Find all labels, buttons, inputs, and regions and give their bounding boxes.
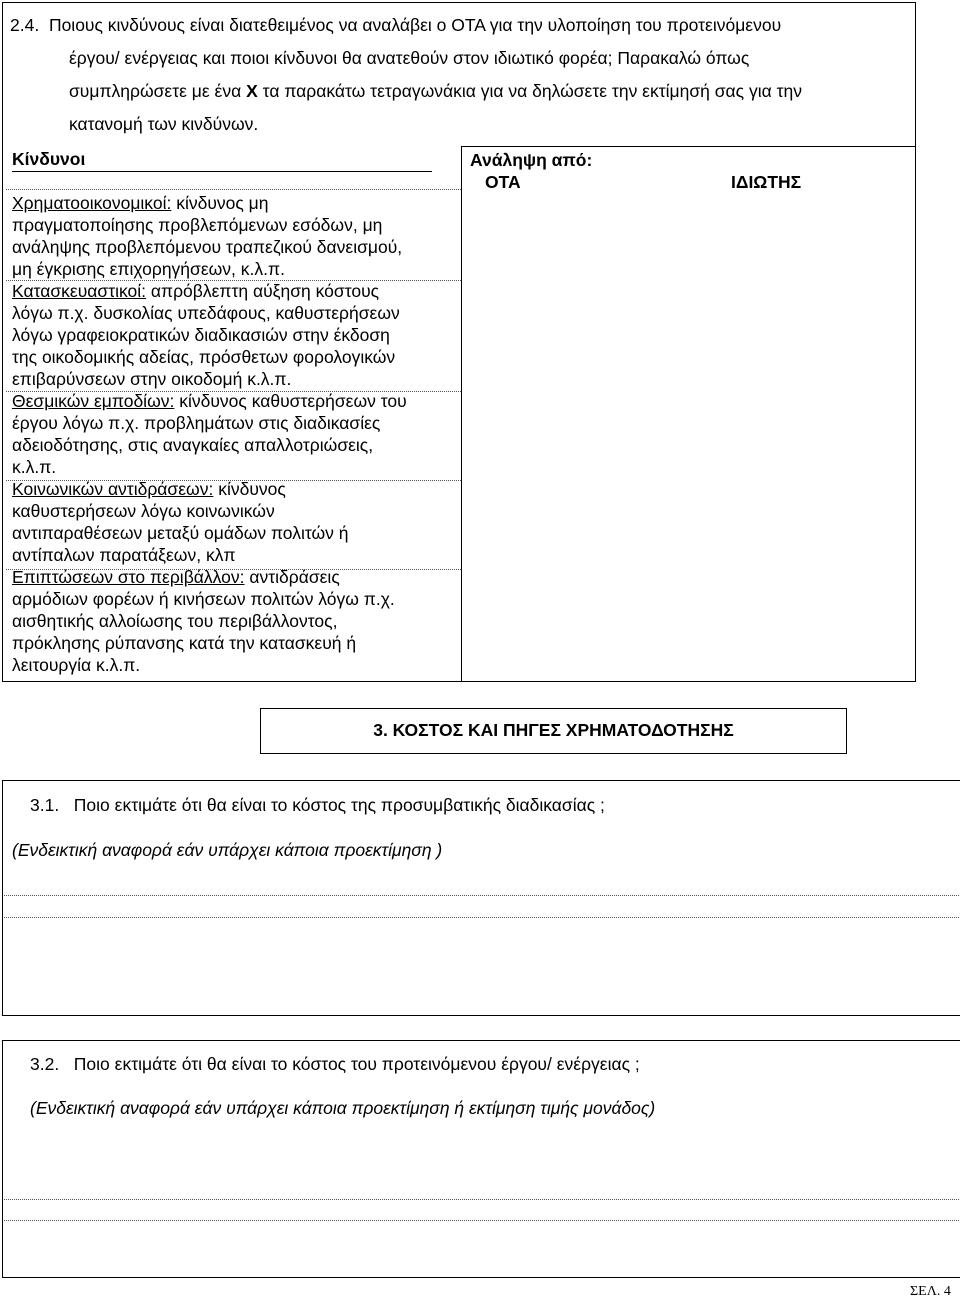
risk-item-environment (12, 566, 460, 676)
risk-item-institutional (12, 390, 460, 478)
risk-line: λειτουργία κ.λ.π. (12, 655, 141, 675)
risk-line: αντιδράσεις (249, 567, 340, 587)
question-3-1-hint: (Ενδεικτική αναφορά εάν υπάρχει κάποια προεκτίμηση ) (12, 840, 443, 860)
risk-title: Κοινωνικών αντιδράσεων: (12, 479, 214, 499)
risk-separator (6, 391, 461, 392)
risk-title: Θεσμικών εμποδίων: (12, 391, 175, 411)
question-3-2-number: 3.2. (30, 1054, 60, 1074)
column-private-header: ΙΔΙΩΤΗΣ (731, 172, 802, 192)
answer-line (4, 917, 960, 918)
question-2-4-line3-pre: συμπληρώσετε με ένα (69, 81, 242, 101)
risk-item-social (12, 478, 460, 566)
question-3-2-box (2, 1040, 960, 1278)
question-3-2-text: Ποιο εκτιμάτε ότι θα είναι το κόστος του προτεινόμενου έργου/ ενέργειας ; (73, 1054, 640, 1074)
risk-line: λόγω γραφειοκρατικών διαδικασιών στην έκδοση (12, 325, 390, 345)
risk-line: μη έγκρισης επιχορηγήσεων, κ.λ.π. (12, 259, 285, 279)
risk-item-construction (12, 280, 460, 390)
risk-line: πραγματοποίησης προβλεπόμενων εσόδων, μη (12, 215, 383, 235)
risk-line: κίνδυνος μη (176, 193, 269, 213)
question-3-1-prompt (30, 795, 605, 816)
risk-separator (6, 569, 461, 570)
question-2-4-line1: Ποιους κινδύνους είναι διατεθειμένος να αναλάβει ο ΟΤΑ για την υλοποίηση του προτεινόμενου (48, 15, 782, 35)
question-3-1-number: 3.1. (30, 795, 60, 815)
risk-line: κίνδυνος (218, 479, 286, 499)
section-3-heading: 3. ΚΟΣΤΟΣ ΚΑΙ ΠΗΓΕΣ ΧΡΗΜΑΤΟΔΟΤΗΣΗΣ (373, 720, 734, 740)
risk-line: κ.λ.π. (12, 457, 57, 477)
risk-line: αισθητικής αλλοίωσης του περιβάλλοντος, (12, 611, 338, 631)
risks-header-label: Κίνδυνοι (12, 149, 86, 169)
risk-line: επιβαρύνσεων στην οικοδομή κ.λ.π. (12, 369, 292, 389)
risk-line: αδειοδότησης, στις αναγκαίες απαλλοτριώσεις, (12, 435, 374, 455)
risk-list (12, 192, 460, 676)
question-2-4-number: 2.4. (10, 15, 40, 35)
risk-line: έργου λόγω π.χ. προβλημάτων στις διαδικασίες (12, 413, 381, 433)
question-3-2-prompt (30, 1054, 640, 1075)
risk-separator (6, 480, 461, 481)
risk-line: λόγω π.χ. δυσκολίας υπεδάφους, καθυστερήσεων (12, 303, 400, 323)
risk-line: κίνδυνος καθυστερήσεων του (179, 391, 407, 411)
risks-header (12, 149, 432, 172)
column-ota-header: ΟΤΑ (485, 172, 521, 192)
risk-line: αρμόδιων φορέων ή κινήσεων πολιτών λόγω π.χ. (12, 589, 395, 609)
question-2-4-line3-post: τα παρακάτω τετραγωνάκια για να δηλώσετε την εκτίμησή σας για την (262, 81, 802, 101)
risk-line: καθυστερήσεων λόγω κοινωνικών (12, 501, 275, 521)
risk-separator (6, 280, 461, 281)
risk-line: ανάληψης προβλεπόμενου τραπεζικού δανεισμού, (12, 237, 403, 257)
risk-line: της οικοδομικής αδείας, πρόσθετων φορολογικών (12, 347, 396, 367)
risk-line: αντίπαλων παρατάξεων, κλπ (12, 545, 236, 565)
question-2-4-line2: έργου/ ενέργειας και ποιοι κίνδυνοι θα ανατεθούν στον ιδιωτικό φορέα; Παρακαλώ όπως (69, 48, 750, 68)
risk-title: Κατασκευαστικοί: (12, 281, 147, 301)
answer-line (4, 1220, 960, 1221)
page-number: ΣΕΛ. 4 (910, 1284, 951, 1299)
question-3-2-hint: (Ενδεικτική αναφορά εάν υπάρχει κάποια προεκτίμηση ή εκτίμηση τιμής μονάδος) (30, 1098, 656, 1118)
answer-line (4, 895, 960, 896)
risk-line: πρόκλησης ρύπανσης κατά την κατασκευή ή (12, 633, 357, 653)
question-2-4-line3-x: Χ (246, 81, 258, 101)
risks-header-dotted-line (6, 189, 461, 190)
risk-item-financial (12, 192, 460, 280)
risk-title: Επιπτώσεων στο περιβάλλον: (12, 567, 245, 587)
risk-title: Χρηματοοικονομικοί: (12, 193, 172, 213)
risk-line: απρόβλεπτη αύξηση κόστους (150, 281, 380, 301)
question-2-4-text (10, 9, 910, 141)
assumed-by-header: Ανάληψη από: (470, 150, 593, 170)
answer-line (4, 1199, 960, 1200)
question-3-1-text: Ποιο εκτιμάτε ότι θα είναι το κόστος της προσυμβατικής διαδικασίας ; (73, 795, 605, 815)
question-text-divider (462, 146, 916, 147)
question-2-4-line4: κατανομή των κινδύνων. (69, 114, 259, 134)
risk-line: αντιπαραθέσεων μεταξύ ομάδων πολιτών ή (12, 523, 349, 543)
